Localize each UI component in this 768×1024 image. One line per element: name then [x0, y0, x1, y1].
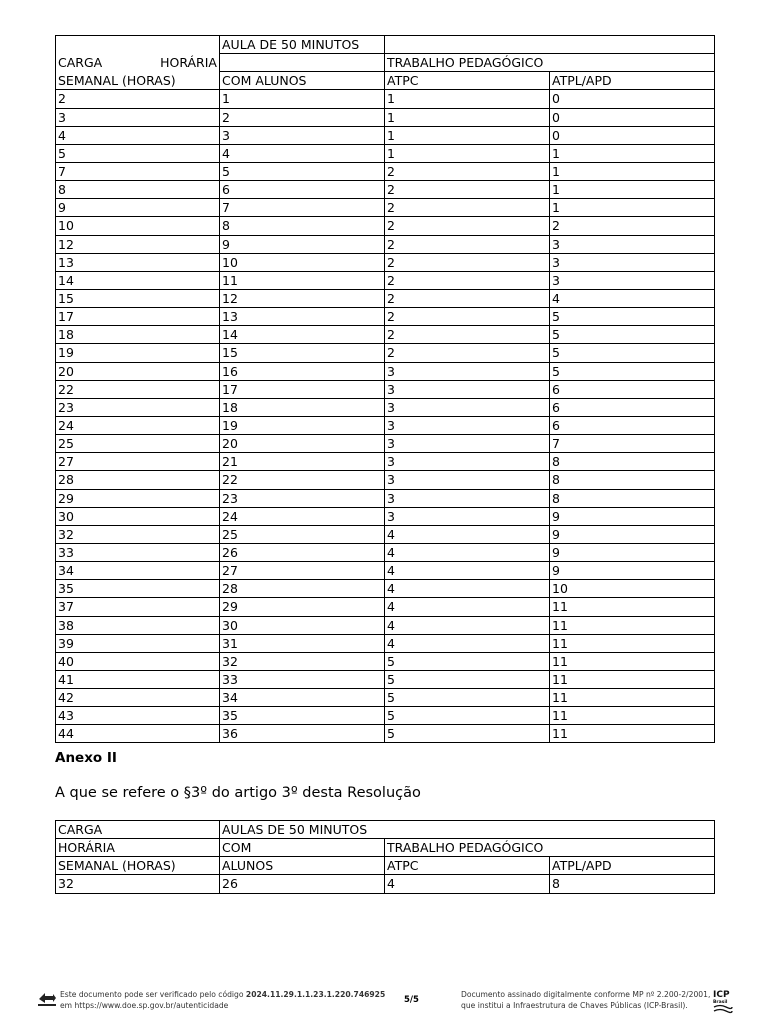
- cell-atpl: 9: [550, 543, 715, 561]
- cell-carga: 29: [56, 489, 220, 507]
- cell-atpc: 5: [385, 707, 550, 725]
- cell-atpl: 11: [550, 652, 715, 670]
- cell-carga: 42: [56, 689, 220, 707]
- table-row: [56, 199, 715, 217]
- cell-com-alunos: 23: [220, 489, 385, 507]
- annex-title: Anexo II: [55, 750, 117, 766]
- table-row: [56, 416, 715, 434]
- cell-com-alunos: 2: [220, 108, 385, 126]
- annex-data-row: [56, 875, 715, 893]
- cell-atpc: 2: [385, 181, 550, 199]
- cell-carga: 37: [56, 598, 220, 616]
- cell-atpc: 1: [385, 108, 550, 126]
- cell-com-alunos: 13: [220, 308, 385, 326]
- cell-carga: 39: [56, 634, 220, 652]
- table-row: [56, 108, 715, 126]
- cell-atpc: 3: [385, 489, 550, 507]
- verify-prefix: Este documento pode ser verificado pelo código: [60, 990, 244, 999]
- cell-atpl: 1: [550, 199, 715, 217]
- table-row: [56, 362, 715, 380]
- header-horaria: HORÁRIA: [160, 55, 217, 71]
- cell-com-alunos: 5: [220, 162, 385, 180]
- header-blank: [385, 36, 715, 54]
- cell-carga: 20: [56, 362, 220, 380]
- cell-atpl: 1: [550, 162, 715, 180]
- table-row: [56, 235, 715, 253]
- icp-brasil-logo-icon: [712, 987, 734, 1019]
- cell-carga: 30: [56, 507, 220, 525]
- annex-header-atpl: ATPL/APD: [550, 857, 715, 875]
- annex-header-row-2: [56, 839, 715, 857]
- annex-header-row-1: [56, 821, 715, 839]
- header-atpc: ATPC: [385, 72, 550, 90]
- annex-header-aulas: AULAS DE 50 MINUTOS: [220, 821, 715, 839]
- cell-atpl: 11: [550, 670, 715, 688]
- cell-carga: 27: [56, 453, 220, 471]
- table-row: [56, 181, 715, 199]
- cell-atpl: 0: [550, 126, 715, 144]
- cell-com-alunos: 31: [220, 634, 385, 652]
- cell-com-alunos: 34: [220, 689, 385, 707]
- cell-com-alunos: 4: [220, 144, 385, 162]
- annex-header-carga: CARGA: [56, 821, 220, 839]
- cell-atpc: 1: [385, 90, 550, 108]
- cell-atpc: 3: [385, 416, 550, 434]
- table-row: [56, 489, 715, 507]
- annex-table: [55, 820, 715, 894]
- cell-com-alunos: 22: [220, 471, 385, 489]
- header-row-2: [56, 54, 715, 72]
- annex-cell-atpc: 4: [385, 875, 550, 893]
- cell-com-alunos: 3: [220, 126, 385, 144]
- cell-atpc: 3: [385, 398, 550, 416]
- table-row: [56, 580, 715, 598]
- annex-subtitle: A que se refere o §3º do artigo 3º desta Resolução: [55, 785, 421, 801]
- cell-atpl: 0: [550, 90, 715, 108]
- cell-atpl: 9: [550, 562, 715, 580]
- table-row: [56, 616, 715, 634]
- cell-atpc: 4: [385, 543, 550, 561]
- cell-carga: 23: [56, 398, 220, 416]
- cell-com-alunos: 36: [220, 725, 385, 743]
- cell-atpl: 6: [550, 380, 715, 398]
- cell-com-alunos: 29: [220, 598, 385, 616]
- header-carga: CARGA: [58, 55, 103, 71]
- cell-com-alunos: 12: [220, 289, 385, 307]
- verification-url[interactable]: em https://www.doe.sp.gov.br/autenticidade: [60, 1000, 229, 1010]
- header-semanal: SEMANAL (HORAS): [56, 72, 220, 90]
- cell-atpl: 7: [550, 435, 715, 453]
- table-row: [56, 507, 715, 525]
- table-row: [56, 453, 715, 471]
- header-com-alunos: COM ALUNOS: [220, 72, 385, 90]
- table-row: [56, 308, 715, 326]
- table-row: [56, 471, 715, 489]
- cell-carga: 28: [56, 471, 220, 489]
- cell-atpc: 5: [385, 689, 550, 707]
- cell-atpc: 4: [385, 616, 550, 634]
- table-row: [56, 725, 715, 743]
- cell-atpl: 0: [550, 108, 715, 126]
- svg-text:ICP: ICP: [713, 990, 730, 1000]
- table-row: [56, 90, 715, 108]
- cell-com-alunos: 9: [220, 235, 385, 253]
- table-row: [56, 380, 715, 398]
- header-atpl: ATPL/APD: [550, 72, 715, 90]
- cell-com-alunos: 18: [220, 398, 385, 416]
- cell-carga: 41: [56, 670, 220, 688]
- cell-atpl: 9: [550, 507, 715, 525]
- cell-atpc: 2: [385, 253, 550, 271]
- signature-note: [461, 990, 710, 1011]
- table-row: [56, 253, 715, 271]
- cell-atpc: 3: [385, 435, 550, 453]
- cell-atpc: 4: [385, 562, 550, 580]
- table-row: [56, 344, 715, 362]
- cell-carga: 14: [56, 271, 220, 289]
- cell-atpc: 2: [385, 326, 550, 344]
- table-row: [56, 562, 715, 580]
- cell-com-alunos: 21: [220, 453, 385, 471]
- cell-atpc: 3: [385, 380, 550, 398]
- cell-atpl: 8: [550, 471, 715, 489]
- cell-carga: 8: [56, 181, 220, 199]
- cell-atpl: 11: [550, 689, 715, 707]
- cell-carga: 2: [56, 90, 220, 108]
- annex-header-semanal: SEMANAL (HORAS): [56, 857, 220, 875]
- cell-atpl: 5: [550, 308, 715, 326]
- cell-atpc: 2: [385, 289, 550, 307]
- cell-carga: 10: [56, 217, 220, 235]
- cell-atpl: 3: [550, 271, 715, 289]
- cell-atpc: 4: [385, 580, 550, 598]
- cell-atpl: 1: [550, 144, 715, 162]
- cell-carga: 25: [56, 435, 220, 453]
- cell-atpc: 2: [385, 235, 550, 253]
- cell-carga: 9: [56, 199, 220, 217]
- cell-atpc: 5: [385, 670, 550, 688]
- cell-carga: 17: [56, 308, 220, 326]
- cell-atpc: 3: [385, 362, 550, 380]
- cell-carga: 35: [56, 580, 220, 598]
- header-carga-horaria: [56, 54, 220, 72]
- signature-line-2: que institui a Infraestrutura de Chaves Públicas (ICP-Brasil).: [461, 1000, 688, 1010]
- cell-carga: 18: [56, 326, 220, 344]
- cell-atpl: 11: [550, 616, 715, 634]
- cell-atpl: 11: [550, 725, 715, 743]
- cell-atpc: 5: [385, 725, 550, 743]
- annex-header-row-3: [56, 857, 715, 875]
- annex-header-alunos: ALUNOS: [220, 857, 385, 875]
- cell-atpl: 8: [550, 453, 715, 471]
- cell-com-alunos: 28: [220, 580, 385, 598]
- table-row: [56, 707, 715, 725]
- cell-com-alunos: 26: [220, 543, 385, 561]
- cell-atpl: 1: [550, 181, 715, 199]
- table-row: [56, 289, 715, 307]
- cell-com-alunos: 14: [220, 326, 385, 344]
- cell-atpc: 4: [385, 525, 550, 543]
- table-row: [56, 598, 715, 616]
- cell-carga: 3: [56, 108, 220, 126]
- cell-com-alunos: 19: [220, 416, 385, 434]
- cell-carga: 43: [56, 707, 220, 725]
- cell-atpc: 4: [385, 634, 550, 652]
- cell-atpl: 11: [550, 598, 715, 616]
- cell-com-alunos: 30: [220, 616, 385, 634]
- table-row: [56, 162, 715, 180]
- cell-atpl: 4: [550, 289, 715, 307]
- cell-carga: 12: [56, 235, 220, 253]
- cell-atpc: 4: [385, 598, 550, 616]
- cell-atpc: 2: [385, 199, 550, 217]
- table-row: [56, 435, 715, 453]
- table-row: [56, 652, 715, 670]
- table-row: [56, 271, 715, 289]
- cell-com-alunos: 7: [220, 199, 385, 217]
- annex-cell-carga: 32: [56, 875, 220, 893]
- table-row: [56, 398, 715, 416]
- cell-com-alunos: 6: [220, 181, 385, 199]
- table-row: [56, 634, 715, 652]
- cell-com-alunos: 8: [220, 217, 385, 235]
- cell-atpl: 11: [550, 634, 715, 652]
- cell-com-alunos: 33: [220, 670, 385, 688]
- table-row: [56, 144, 715, 162]
- header-row-3: [56, 72, 715, 90]
- cell-atpc: 5: [385, 652, 550, 670]
- cell-com-alunos: 1: [220, 90, 385, 108]
- annex-header-atpc: ATPC: [385, 857, 550, 875]
- cell-atpc: 2: [385, 217, 550, 235]
- cell-com-alunos: 20: [220, 435, 385, 453]
- table-row: [56, 126, 715, 144]
- header-trabalho: TRABALHO PEDAGÓGICO: [385, 54, 715, 72]
- cell-carga: 40: [56, 652, 220, 670]
- table-row: [56, 217, 715, 235]
- cell-atpl: 6: [550, 398, 715, 416]
- cell-atpl: 6: [550, 416, 715, 434]
- annex-header-horaria: HORÁRIA: [56, 839, 220, 857]
- cell-atpc: 3: [385, 453, 550, 471]
- cell-com-alunos: 24: [220, 507, 385, 525]
- table-row: [56, 543, 715, 561]
- header-aula: AULA DE 50 MINUTOS: [220, 36, 385, 54]
- page-footer: [0, 984, 768, 1024]
- cell-atpc: 3: [385, 471, 550, 489]
- table-row: [56, 326, 715, 344]
- annex-cell-atpl: 8: [550, 875, 715, 893]
- cell-com-alunos: 15: [220, 344, 385, 362]
- workload-table: [55, 35, 715, 743]
- cell-atpl: 5: [550, 344, 715, 362]
- verification-note: [60, 990, 385, 1011]
- cell-carga: 32: [56, 525, 220, 543]
- cell-atpc: 2: [385, 162, 550, 180]
- cell-atpc: 2: [385, 308, 550, 326]
- cell-atpc: 2: [385, 344, 550, 362]
- table-row: [56, 670, 715, 688]
- table-row: [56, 689, 715, 707]
- cell-atpl: 11: [550, 707, 715, 725]
- cell-carga: 15: [56, 289, 220, 307]
- cell-carga: 7: [56, 162, 220, 180]
- cell-com-alunos: 25: [220, 525, 385, 543]
- cell-atpc: 3: [385, 507, 550, 525]
- cell-atpl: 10: [550, 580, 715, 598]
- header-row-1: [56, 36, 715, 54]
- header-empty-cell: [56, 36, 220, 54]
- table-row: [56, 525, 715, 543]
- signature-line-1: Documento assinado digitalmente conforme MP nº 2.200-2/2001,: [461, 990, 711, 999]
- cell-atpl: 5: [550, 362, 715, 380]
- svg-text:Brasil: Brasil: [713, 1000, 728, 1005]
- cell-carga: 13: [56, 253, 220, 271]
- cell-atpl: 8: [550, 489, 715, 507]
- cell-com-alunos: 32: [220, 652, 385, 670]
- header-blank-2: [220, 54, 385, 72]
- cell-com-alunos: 35: [220, 707, 385, 725]
- cell-carga: 38: [56, 616, 220, 634]
- cell-carga: 5: [56, 144, 220, 162]
- verification-code: 2024.11.29.1.1.23.1.220.746925: [245, 990, 386, 999]
- cell-carga: 34: [56, 562, 220, 580]
- cell-atpl: 3: [550, 253, 715, 271]
- cell-com-alunos: 10: [220, 253, 385, 271]
- cell-atpl: 9: [550, 525, 715, 543]
- page-number: 5/5: [404, 995, 419, 1005]
- cell-atpc: 1: [385, 126, 550, 144]
- cell-atpl: 3: [550, 235, 715, 253]
- cell-com-alunos: 11: [220, 271, 385, 289]
- annex-header-com: COM: [220, 839, 385, 857]
- cell-atpc: 1: [385, 144, 550, 162]
- cell-com-alunos: 27: [220, 562, 385, 580]
- cell-atpl: 2: [550, 217, 715, 235]
- cell-carga: 24: [56, 416, 220, 434]
- cell-carga: 44: [56, 725, 220, 743]
- cell-carga: 33: [56, 543, 220, 561]
- cell-carga: 4: [56, 126, 220, 144]
- cell-com-alunos: 17: [220, 380, 385, 398]
- annex-header-trabalho: TRABALHO PEDAGÓGICO: [385, 839, 715, 857]
- cell-carga: 22: [56, 380, 220, 398]
- cell-carga: 19: [56, 344, 220, 362]
- annex-cell-alunos: 26: [220, 875, 385, 893]
- cell-com-alunos: 16: [220, 362, 385, 380]
- doe-logo-icon: [37, 990, 57, 1012]
- cell-atpl: 5: [550, 326, 715, 344]
- cell-atpc: 2: [385, 271, 550, 289]
